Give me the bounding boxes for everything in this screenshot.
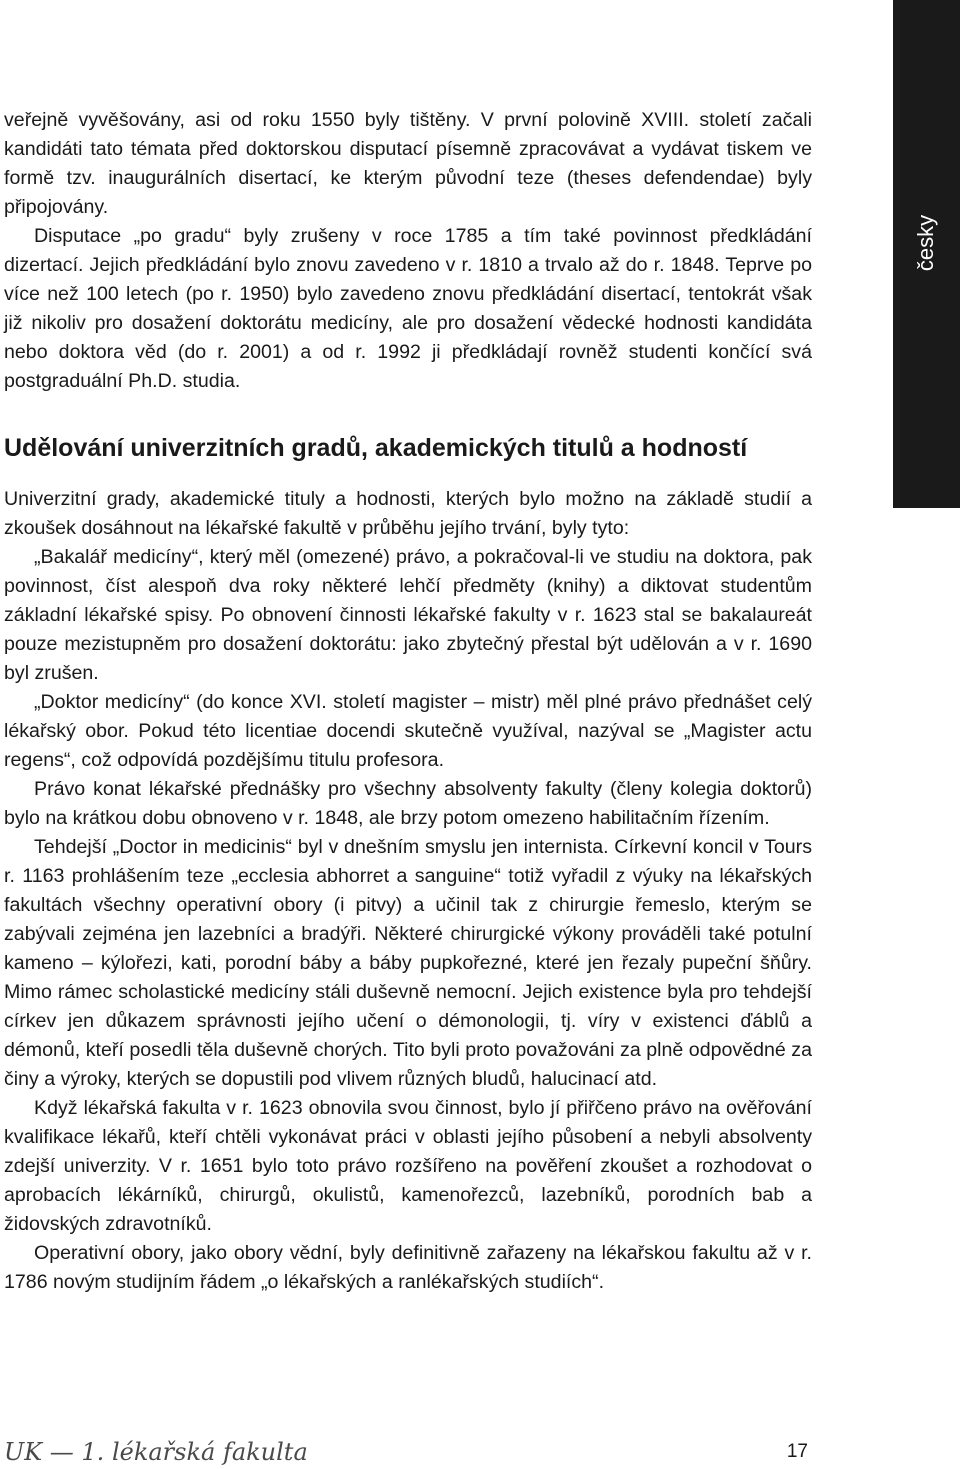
language-tab-label: česky [913,214,938,272]
section-paragraph-qualification: Když lékařská fakulta v r. 1623 obnovila svou činnost, bylo jí přiřčeno právo na ověřování kvalifikace lékařů, kteří chtěli vykonávat práci v oblasti jejího působení a nebyli absolventy zdejší univerzity. V r. 1651 bylo toto právo rozšířeno na pověření zkoušet a rozhodovat o aprobacích lékárníků, chirurgů, okulistů, kamenořezců, lazebníků, porodních bab a židovských zdravotníků. [4,1097,812,1235]
section-paragraph-lecturing-right: Právo konat lékařské přednášky pro všechny absolventy fakulty (členy kolegia doktorů) bylo na krátkou dobu obnoveno v r. 1848, ale brzy potom omezeno habilitačním řízením. [4,778,812,829]
intro-paragraph-continued: veřejně vyvěšovány, asi od roku 1550 byly tištěny. V první polovině XVIII. století začali kandidáti tato témata před doktorskou disputací písemně zpracovávat a vydávat tiskem ve formě tzv. inaugurálních disertací, ke kterým původní teze (theses defendendae) byly připojovány. [4,109,812,218]
section-paragraph-bachelor: „Bakalář medicíny“, který měl (omezené) právo, a pokračoval-li ve studiu na doktora, pak povinnost, číst alespoň dva roky některé lehčí předměty (knihy) a diktovat studentům základní lékařské spisy. Po obnovení činnosti lékařské fakulty v r. 1623 stal se bakalaureát pouze mezistupněm pro dosažení doktorátu: jako zbytečný přestal být udělován a v r. 1690 byl zrušen. [4,546,812,684]
footer-brand: UK — 1. lékařská fakulta [4,1438,308,1466]
section-paragraph-operative-fields: Operativní obory, jako obory vědní, byly definitivně zařazeny na lékařskou fakultu až v r. 1786 novým studijním řádem „o lékařských a ranlékařských studiích“. [4,1242,812,1293]
section-paragraph-doctor: „Doktor medicíny“ (do konce XVI. století magister – mistr) měl plné právo přednášet celý lékařský obor. Pokud této licentiae docendi skutečně využíval, nazýval se „Magister actu regens“, což odpovídá pozdějšímu titulu profesora. [4,691,812,771]
section-heading: Udělování univerzitních gradů, akademických titulů a hodností [4,434,748,462]
section-paragraph-intro: Univerzitní grady, akademické tituly a hodnosti, kterých bylo možno na základě studií a zkoušek dosáhnout na lékařské fakultě v průběhu jejího trvání, byly tyto: [4,488,812,539]
page-content [4,106,812,1297]
page-number: 17 [786,1441,808,1462]
language-tab [893,0,960,508]
page-footer [4,1438,812,1468]
intro-paragraph-disputations: Disputace „po gradu“ byly zrušeny v roce 1785 a tím také povinnost předkládání dizertací. Jejich předkládání bylo znovu zavedeno v r. 1810 a trvalo až do r. 1848. Teprve po více než 100 letech (po r. 1950) bylo zavedeno znovu předkládání disertací, tentokrát však již nikoliv pro dosažení doktorátu medicíny, ale pro dosažení vědecké hodnosti kandidáta nebo doktora věd (do r. 2001) a od r. 1992 ji předkládají rovněž studenti končící svá postgraduální Ph.D. studia. [4,225,812,392]
section-paragraph-doctor-in-medicinis: Tehdejší „Doctor in medicinis“ byl v dnešním smyslu jen internista. Církevní koncil v Tours r. 1163 prohlášením teze „ecclesia abhorret a sanguine“ totiž vyřadil z výuky na lékařských fakultách všechny operativní obory (i pitvy) a učinil tak z chirurgie řemeslo, kterým se zabývali zejména jen lazebníci a bradýři. Některé chirurgické výkony prováděli také potulní kameno – kýlořezi, kati, porodní báby a báby pupkořezné, které jen řezaly pupeční šňůry. Mimo rámec scholastické medicíny stáli duševně nemocní. Jejich existence byla pro tehdejší církev jen důkazem správnosti jejího učení o démonologii, tj. víry v existenci ďáblů a démonů, kteří posedli těla duševně chorých. Tito byli proto považováni za plně odpovědné za činy a výroky, kterých se dopustili pod vlivem různých bludů, halucinací atd. [4,836,812,1090]
